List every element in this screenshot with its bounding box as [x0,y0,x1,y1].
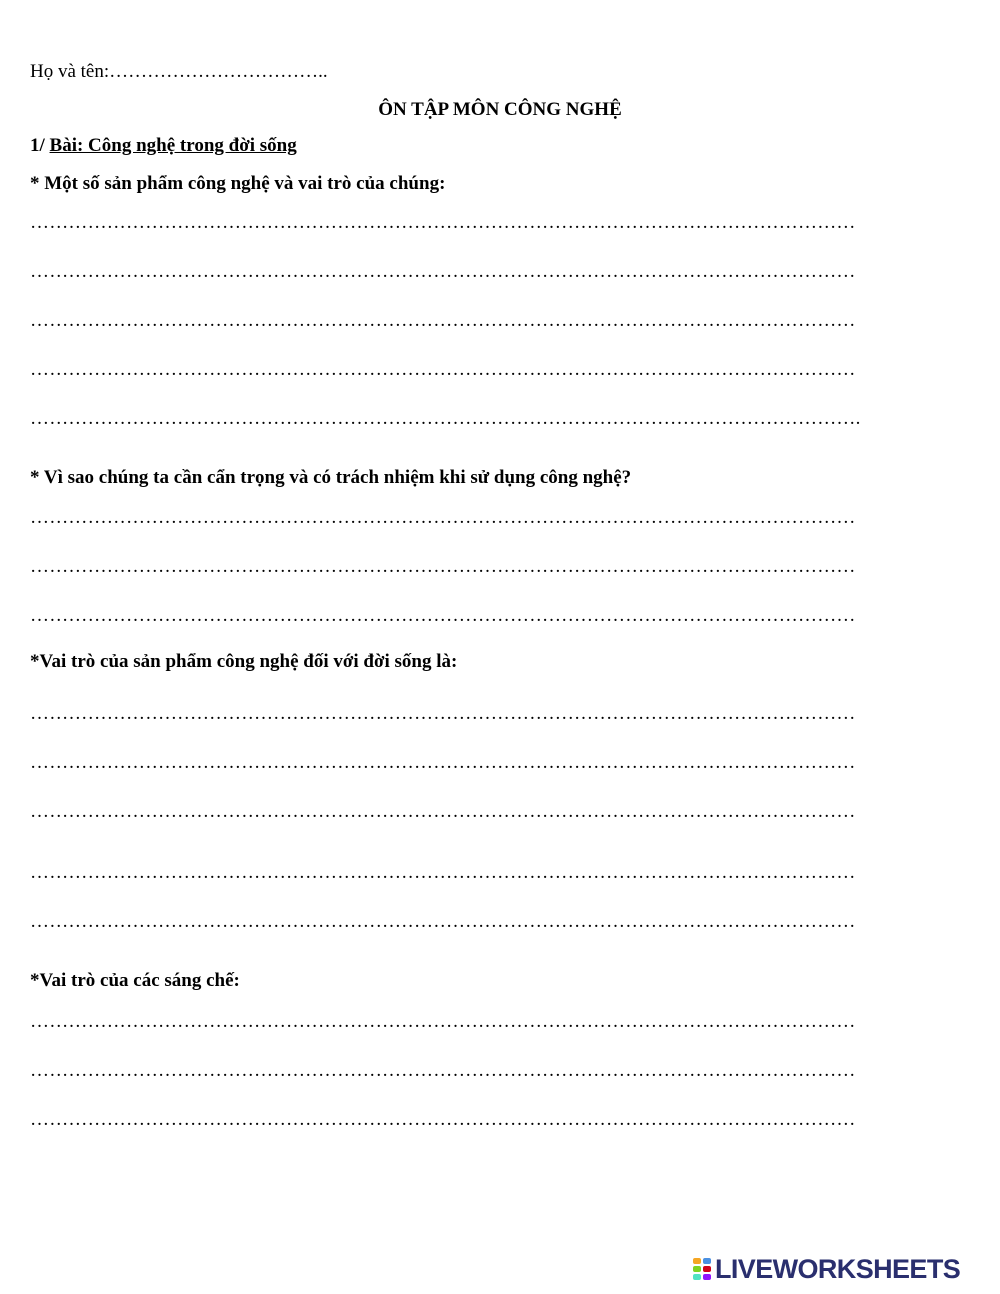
page-title: ÔN TẬP MÔN CÔNG NGHỆ [378,99,622,120]
logo-text: LIVEWORKSHEETS [715,1253,961,1284]
answer-line[interactable]: ………………………………………………………………………………………………………………… [30,507,856,528]
answer-line[interactable]: ………………………………………………………………………………………………………………… [30,261,856,282]
question-prompt: * Một số sản phẩm công nghệ và vai trò của chúng: [30,173,446,194]
answer-line[interactable]: ………………………………………………………………………………………………………………… [30,703,856,724]
question-prompt: * Vì sao chúng ta cần cẩn trọng và có trách nhiệm khi sử dụng công nghệ? [30,467,632,488]
answer-line[interactable]: ………………………………………………………………………………………………………………… [30,862,856,883]
question-prompt: *Vai trò của các sáng chế: [30,970,240,991]
lesson-title: Bài: Công nghệ trong đời sống [49,135,297,156]
liveworksheets-logo-icon [692,1257,712,1281]
logo-square [693,1274,701,1280]
answer-line[interactable]: ………………………………………………………………………………………………………………… [30,1011,856,1032]
question-prompt: *Vai trò của sản phẩm công nghệ đối với đời sống là: [30,651,458,672]
logo-square [693,1266,701,1272]
name-field-label: Họ và tên:…………………………….. [30,61,328,82]
answer-line[interactable]: ………………………………………………………………………………………………………………… [30,1109,856,1130]
logo-square [703,1266,711,1272]
lesson-number: 1/ [30,135,50,156]
lesson-heading [30,135,297,157]
liveworksheets-logo [692,1254,960,1284]
answer-line[interactable]: ………………………………………………………………………………………………………………… [30,911,856,932]
answer-line[interactable]: ………………………………………………………………………………………………………………… [30,752,856,773]
answer-line[interactable]: …………………………………………………………………………………………………………………. [30,408,861,429]
answer-line[interactable]: ………………………………………………………………………………………………………………… [30,1060,856,1081]
answer-line[interactable]: ………………………………………………………………………………………………………………… [30,212,856,233]
answer-line[interactable]: ………………………………………………………………………………………………………………… [30,801,856,822]
answer-line[interactable]: ………………………………………………………………………………………………………………… [30,605,856,626]
logo-square [703,1274,711,1280]
answer-line[interactable]: ………………………………………………………………………………………………………………… [30,556,856,577]
answer-line[interactable]: ………………………………………………………………………………………………………………… [30,310,856,331]
answer-line[interactable]: ………………………………………………………………………………………………………………… [30,359,856,380]
logo-square [703,1258,711,1264]
logo-square [693,1258,701,1264]
